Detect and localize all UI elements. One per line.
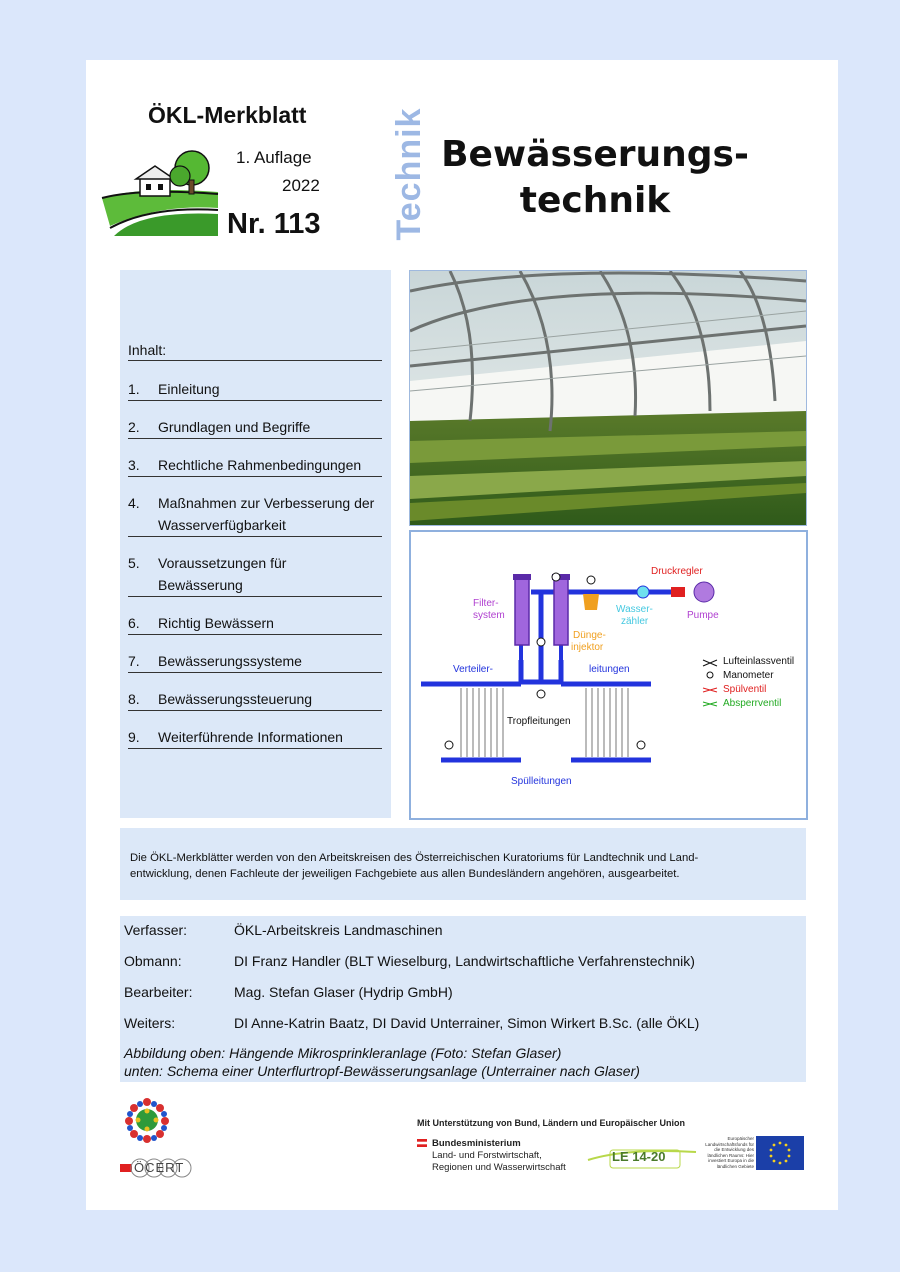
svg-text:zähler: zähler [621,616,649,627]
toc-item[interactable]: 2. Grundlagen und Begriffe [128,416,382,439]
support-line: Mit Unterstützung von Bund, Ländern und Europäischer Union [417,1118,685,1128]
svg-text:Lufteinlassventil: Lufteinlassventil [723,656,795,667]
toc-item[interactable]: 7. Bewässerungssysteme [128,650,382,673]
toc-item[interactable]: 3. Rechtliche Rahmenbedingungen [128,454,382,477]
ministry-logo-text: Bundesministerium Land- und Forstwirtschaft, Regionen und Wasserwirtschaft [432,1138,566,1173]
document-page [86,60,838,1210]
edition: 1. Auflage [236,148,312,167]
issue-number: Nr. 113 [227,208,321,240]
svg-text:leitungen: leitungen [589,664,630,675]
figure-caption: Abbildung oben: Hängende Mikrosprinkleranlage (Foto: Stefan Glaser) unten: Schema einer Unterflurtropf-Bewässerungsanlage (Unterrainer nach Glaser) [124,1045,640,1079]
toc-item[interactable]: 4. Maßnahmen zur Verbesserung der Wasserverfügbarkeit [128,492,382,537]
info-box [120,828,806,900]
document-title: Bewässerungs- technik [441,134,749,221]
svg-text:Druckregler: Druckregler [651,566,703,577]
svg-text:system: system [473,610,505,621]
svg-text:injektor: injektor [571,642,604,653]
svg-text:Tropfleitungen: Tropfleitungen [507,716,571,727]
svg-text:Spülleitungen: Spülleitungen [511,776,572,787]
toc-heading: Inhalt: [128,342,382,361]
svg-text:Wasser-: Wasser- [616,604,653,615]
credits-box: Verfasser: ÖKL-Arbeitskreis Landmaschinen Obmann: DI Franz Handler (BLT Wieselburg, Landwirtschaftliche Verfahrenstechnik) Bearbeiter: Mag. Stefan Glaser (Hydrip GmbH) Weiters: DI Anne-Katrin Baatz, DI David Unterrainer, Simon Wirkert B.Sc. (alle ÖKL) Abbildung oben: Hängende Mikrosprinkleranlage (Foto: Stefan Glaser) unten: Schema einer Unterflurtropf-Bewässerungsanlage (Unterrainer nach Glaser) [120,916,806,1082]
svg-text:Pumpe: Pumpe [687,610,719,621]
series-title: ÖKL-Merkblatt [148,102,307,128]
svg-text:Manometer: Manometer [723,670,774,681]
eu-flag-icon [756,1136,804,1170]
toc-item[interactable]: 1. Einleitung [128,378,382,401]
svg-text:Spülventil: Spülventil [723,684,767,695]
austria-flag-icon [417,1139,427,1147]
table-of-contents [120,270,391,818]
toc-item[interactable]: 9. Weiterführende Informationen [128,726,382,749]
partner-emblem-logo [120,1094,174,1146]
eu-fund-text: Europäischer Landwirtschaftsfonds für die Entwicklung des ländlichen Raums: Hier investiert Europa in die ländlichen Gebiete [705,1136,754,1169]
svg-text:Filter-: Filter- [473,598,499,609]
toc-item[interactable]: 8. Bewässerungssteuerung [128,688,382,711]
le-14-20-label: LE 14-20 [612,1149,666,1164]
toc-item[interactable]: 5. Voraussetzungen für Bewässerung [128,552,382,597]
info-text: Die ÖKL-Merkblätter werden von den Arbeitskreisen des Österreichischen Kuratoriums für Landtechnik und Land- entwicklung, denen Fachleute der jeweiligen Fachgebiete aus allen Bundesländern angehören, ausgearbeitet. [130,852,699,880]
toc-item[interactable]: 6. Richtig Bewässern [128,612,382,635]
category-label: Technik [390,107,428,241]
greenhouse-photo [409,270,807,526]
year: 2022 [282,176,320,195]
okl-farm-logo [100,148,220,236]
svg-text:Absperrventil: Absperrventil [723,698,782,709]
svg-text:Verteiler-: Verteiler- [453,664,494,675]
svg-text:Dünge-: Dünge- [573,630,606,641]
irrigation-schematic [409,530,808,820]
ocert-label: ÖCERT [134,1160,185,1175]
